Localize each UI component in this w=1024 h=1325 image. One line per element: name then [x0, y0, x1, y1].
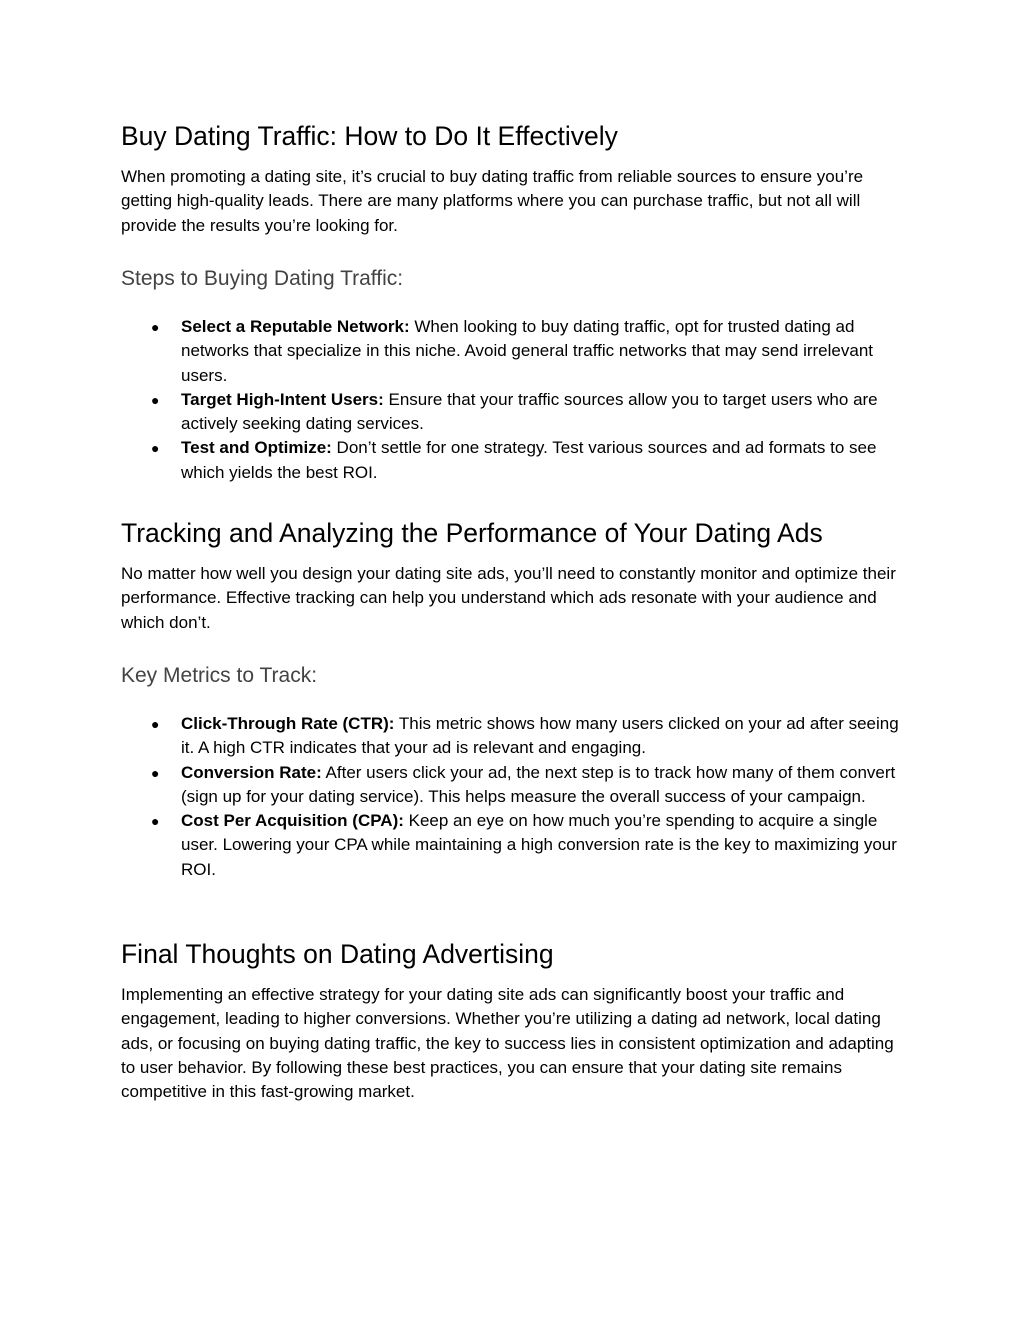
- bullet-icon: ●: [151, 391, 160, 408]
- list-item-text: When looking to buy dating traffic, opt for trusted dating ad networks that specialize in this niche. Avoid general traffic networks that may send irrelevant users.: [181, 317, 874, 385]
- list-item-text: Ensure that your traffic sources allow you to target users who are actively seeking dating services.: [181, 389, 878, 434]
- section-heading: Buy Dating Traffic: How to Do It Effectively: [121, 121, 618, 151]
- list-item-text: Don’t settle for one strategy. Test various sources and ad formats to see which yields the best ROI.: [181, 438, 877, 482]
- bullet-list: [121, 315, 911, 485]
- bullet-icon: ●: [151, 716, 160, 732]
- section-subheading: Steps to Buying Dating Traffic:: [121, 267, 404, 290]
- list-item: [121, 388, 911, 437]
- bullet-icon: ●: [151, 764, 160, 781]
- list-item: [121, 809, 911, 882]
- section-paragraph: When promoting a dating site, it’s crucial to buy dating traffic from reliable sources to ensure you’re getting high-quality leads. There are many platforms where you can purchase traffic, but not all will provide the results you’re looking for.: [121, 167, 864, 235]
- list-item-term: Test and Optimize:: [181, 438, 332, 458]
- list-item-text: Keep an eye on how much you’re spending to acquire a single user. Lowering your CPA while maintaining a high conversion rate is the key to maximizing your ROI.: [181, 811, 897, 879]
- list-item-term: Target High-Intent Users:: [181, 389, 384, 409]
- bullet-list: [121, 712, 911, 882]
- list-item: [121, 761, 911, 810]
- list-item: [121, 315, 911, 388]
- list-item-text: This metric shows how many users clicked on your ad after seeing it. A high CTR indicates that your ad is relevant and engaging.: [181, 714, 899, 758]
- bullet-icon: ●: [151, 319, 160, 335]
- section-paragraph: Implementing an effective strategy for your dating site ads can significantly boost your traffic and engagement, leading to higher conversions. Whether you’re utilizing a dating ad network, local dating ads, or focusing on buying dating traffic, the key to success lies in consistent optimization and adapting to user behavior. By following these best practices, you can ensure that your dating site remains competitive in this fast-growing market.: [121, 985, 894, 1102]
- list-item-term: Click-Through Rate (CTR):: [181, 714, 395, 733]
- list-item-text: After users click your ad, the next step is to track how many of them convert (sign up for your dating service). This helps measure the overall success of your campaign.: [181, 762, 896, 806]
- section-heading: Tracking and Analyzing the Performance of Your Dating Ads: [121, 518, 823, 548]
- bullet-icon: ●: [151, 813, 160, 830]
- section-heading: Final Thoughts on Dating Advertising: [121, 939, 554, 969]
- list-item: [121, 712, 911, 761]
- list-item-term: Cost Per Acquisition (CPA):: [181, 811, 404, 831]
- list-item: [121, 436, 911, 485]
- section-subheading: Key Metrics to Track:: [121, 664, 318, 687]
- bullet-icon: ●: [151, 440, 160, 457]
- section-paragraph: No matter how well you design your dating site ads, you’ll need to constantly monitor and optimize their performance. Effective tracking can help you understand which ads resonate with your audience and which don’t.: [121, 564, 896, 632]
- list-item-term: Select a Reputable Network:: [181, 317, 410, 336]
- list-item-term: Conversion Rate:: [181, 762, 322, 782]
